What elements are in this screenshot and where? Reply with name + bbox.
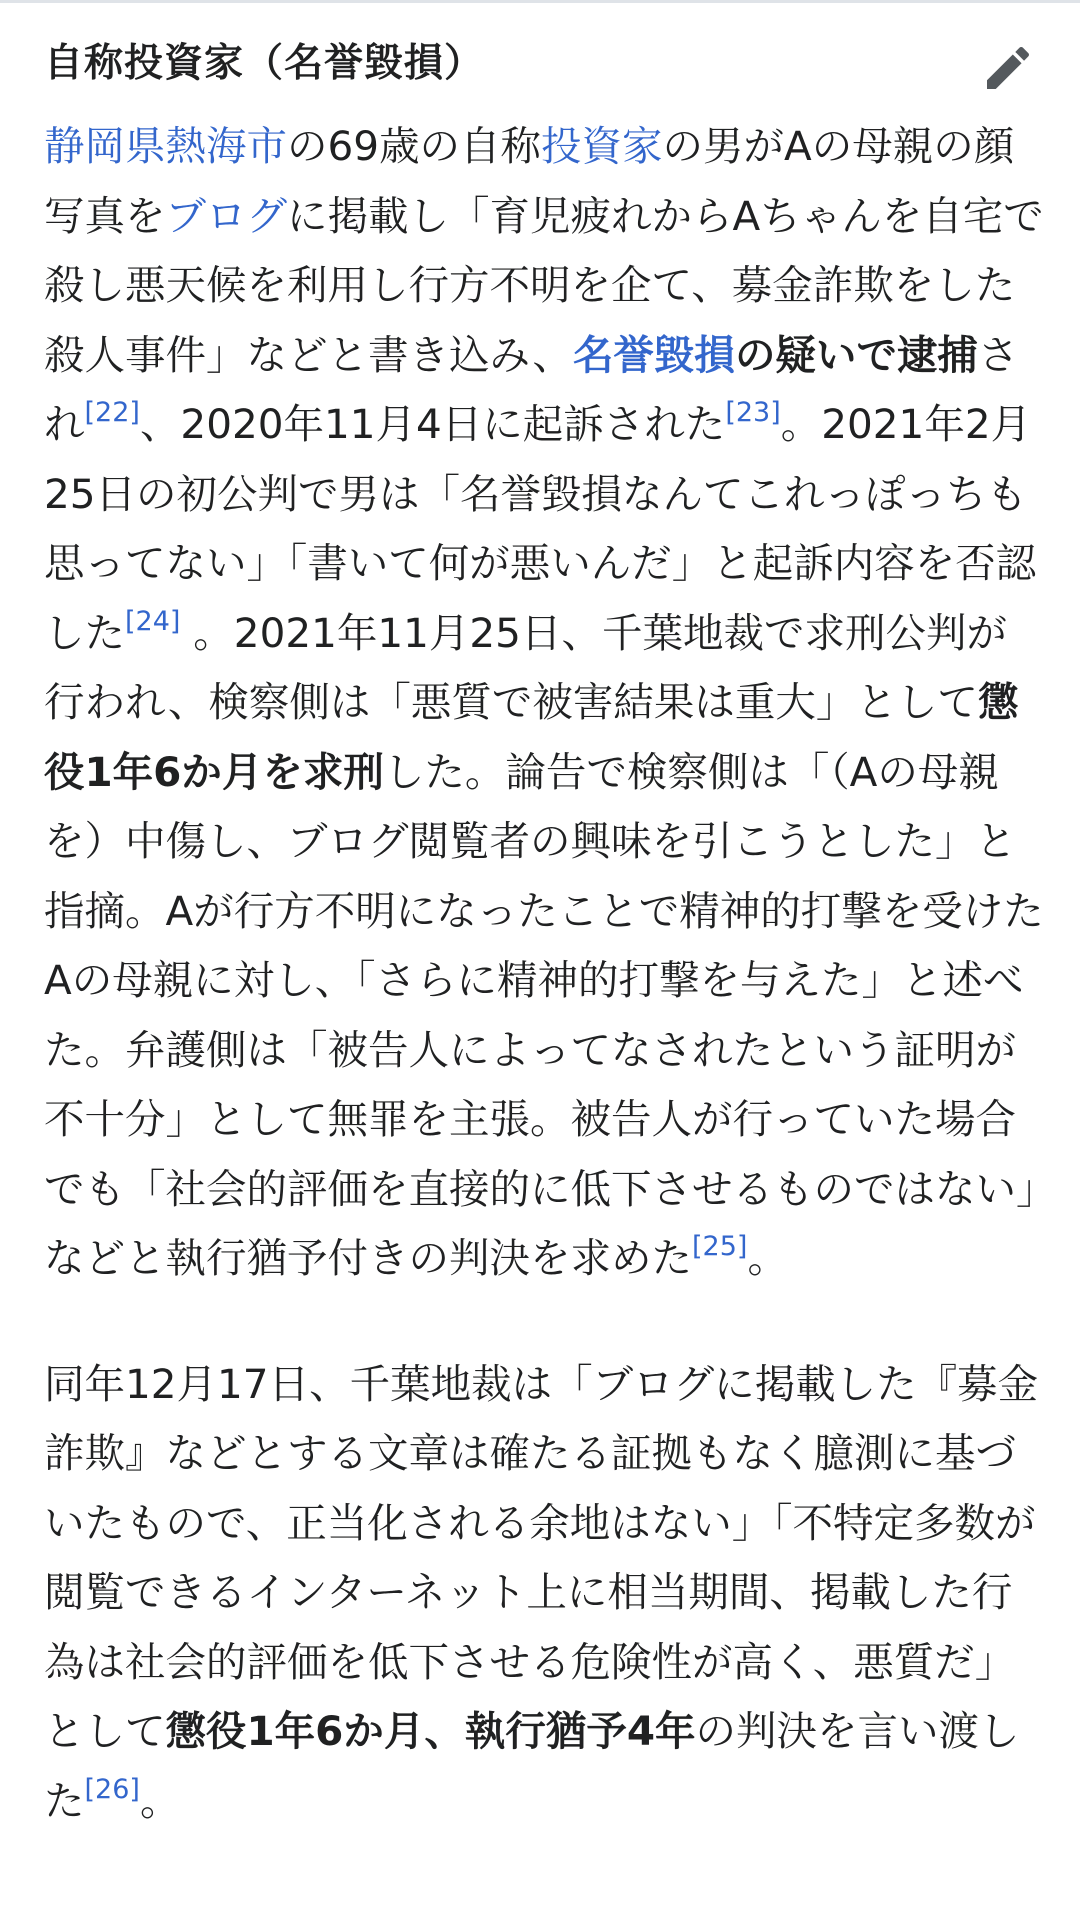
text-span: に掲載し「育児疲れからAちゃんを自宅で殺し悪天候を利用し行方不明を企て、募金詐欺をした殺人事件」などと書き込み、 bbox=[44, 191, 1044, 379]
reference-22 bbox=[85, 397, 140, 428]
link-blog[interactable]: ブログ bbox=[165, 191, 287, 240]
reference-link-22[interactable]: [22] bbox=[84, 397, 140, 428]
reference-23 bbox=[725, 397, 780, 428]
section-header bbox=[44, 28, 1036, 104]
paragraph-2 bbox=[44, 1350, 1044, 1837]
text-span: の判決を言い渡した bbox=[44, 1707, 1020, 1825]
link-investor[interactable]: 投資家 bbox=[541, 122, 663, 170]
text-span: の69歳の自称 bbox=[287, 122, 542, 170]
reference-24 bbox=[125, 606, 180, 637]
link-atami[interactable]: 静岡県熱海市 bbox=[44, 122, 287, 170]
bold-text-arrest: で逮捕 bbox=[856, 330, 978, 379]
bold-text-demand: 懲役1年6か月を求刑 bbox=[44, 678, 1019, 796]
reference-25 bbox=[692, 1231, 747, 1262]
text-span: され bbox=[44, 330, 1019, 448]
top-divider bbox=[0, 0, 1080, 3]
bold-text-suspicion: の疑い bbox=[734, 330, 857, 379]
reference-link-25[interactable]: [25] bbox=[692, 1231, 748, 1262]
reference-26 bbox=[85, 1774, 140, 1805]
reference-link-26[interactable]: [26] bbox=[84, 1773, 140, 1805]
text-span: した。論告で検察側は「（Aの母親を）中傷し、ブログ閲覧者の興味を引こうとした」と指摘。Aが行方不明になったことで精神的打撃を受けたAの母親に対し、「さらに精神的打撃を与えた」と述べた。弁護側は「被告人によってなされたという証明が不十分」として無罪を主張。被告人が行っていた場合でも「社会的評価を直接的に低下させるものではない」などと執行猶予付きの判決を求めた bbox=[44, 747, 1044, 1282]
text-span: 。 bbox=[139, 1776, 181, 1825]
text-span: 。2021年11月25日、千葉地裁で求刑公判が行われ、検察側は「悪質で被害結果は重大」として bbox=[44, 608, 1007, 726]
text-span: 。2021年2月25日の初公判で男は「名誉毀損なんてこれっぽっちも思ってない」「書いて何が悪いんだ」と起訴内容を否認した bbox=[44, 400, 1037, 657]
text-span: の男がAの母親の顔写真を bbox=[44, 122, 1015, 240]
paragraph-1 bbox=[44, 112, 1044, 1294]
section-title: 自称投資家（名誉毀損） bbox=[44, 41, 485, 86]
reference-link-24[interactable]: [24] bbox=[125, 605, 181, 637]
article-content bbox=[44, 112, 1044, 1836]
link-defamation[interactable]: 名誉毀損 bbox=[572, 330, 735, 379]
reference-link-23[interactable]: [23] bbox=[725, 397, 781, 428]
text-span: 、2020年11月4日に起訴された bbox=[139, 400, 726, 448]
pencil-icon[interactable] bbox=[980, 40, 1036, 96]
bold-text-sentence: 懲役1年6か月、執行猶予4年 bbox=[165, 1707, 696, 1755]
text-span: 同年12月17日、千葉地裁は「ブログに掲載した『募金詐欺』などとする文章は確たる証拠もなく臆測に基づいたもので、正当化される余地はない」「不特定多数が閲覧できるインターネット上に相当期間、掲載した行為は社会的評価を低下させる危険性が高く、悪質だ」として bbox=[44, 1359, 1039, 1755]
text-span: 。 bbox=[747, 1234, 788, 1282]
